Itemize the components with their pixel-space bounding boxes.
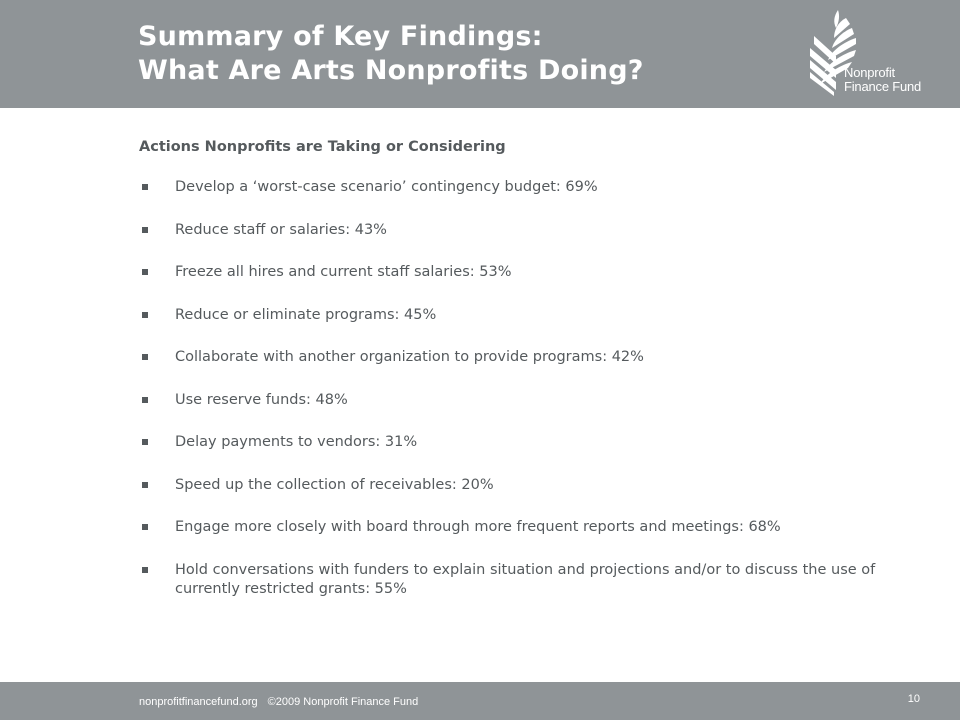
page-title	[138, 20, 644, 88]
findings-list	[139, 178, 899, 622]
square-bullet-icon	[142, 397, 148, 403]
logo-text-line-1: Nonprofit	[844, 65, 895, 80]
list-item	[139, 348, 899, 367]
list-item-text: Collaborate with another organization to provide programs: 42%	[175, 349, 644, 365]
list-item	[139, 391, 899, 410]
square-bullet-icon	[142, 312, 148, 318]
logo-text-line-2: Finance Fund	[844, 79, 922, 94]
nonprofit-finance-fund-logo	[806, 8, 926, 100]
list-item	[139, 263, 899, 282]
list-item-text: Freeze all hires and current staff salaries: 53%	[175, 264, 512, 280]
list-item-text: Reduce or eliminate programs: 45%	[175, 306, 437, 323]
square-bullet-icon	[142, 439, 148, 445]
square-bullet-icon	[142, 482, 148, 488]
footer-copyright: ©2009 Nonprofit Finance Fund	[267, 696, 419, 708]
list-item	[139, 178, 899, 197]
footer-bar	[0, 682, 960, 720]
list-item-text: Reduce staff or salaries: 43%	[175, 221, 387, 238]
page-title-line-2: What Are Arts Nonprofits Doing?	[138, 55, 644, 86]
square-bullet-icon	[142, 269, 148, 275]
list-item-text: Hold conversations with funders to explain situation and projections and/or to discuss the use of currently restricted grants: 55%	[175, 561, 876, 597]
header-bar	[0, 0, 960, 108]
square-bullet-icon	[142, 184, 148, 190]
list-item-text: Use reserve funds: 48%	[175, 391, 348, 408]
list-item-text: Engage more closely with board through more frequent reports and meetings: 68%	[175, 519, 781, 535]
page-title-line-1: Summary of Key Findings:	[138, 21, 543, 52]
list-item	[139, 561, 899, 599]
section-heading: Actions Nonprofits are Taking or Considering	[139, 139, 506, 155]
page-number: 10	[907, 693, 920, 705]
list-item	[139, 518, 899, 537]
footer-credits	[139, 696, 418, 708]
list-item	[139, 476, 899, 495]
square-bullet-icon	[142, 354, 148, 360]
list-item-text: Speed up the collection of receivables: 20%	[175, 476, 494, 493]
square-bullet-icon	[142, 524, 148, 530]
list-item-text: Delay payments to vendors: 31%	[175, 434, 418, 450]
list-item	[139, 221, 899, 240]
list-item	[139, 306, 899, 325]
logo-wordmark	[844, 66, 921, 94]
square-bullet-icon	[142, 567, 148, 573]
list-item	[139, 433, 899, 452]
square-bullet-icon	[142, 227, 148, 233]
footer-website: nonprofitfinancefund.org	[139, 696, 258, 708]
list-item-text: Develop a ‘worst-case scenario’ contingency budget: 69%	[175, 179, 598, 195]
